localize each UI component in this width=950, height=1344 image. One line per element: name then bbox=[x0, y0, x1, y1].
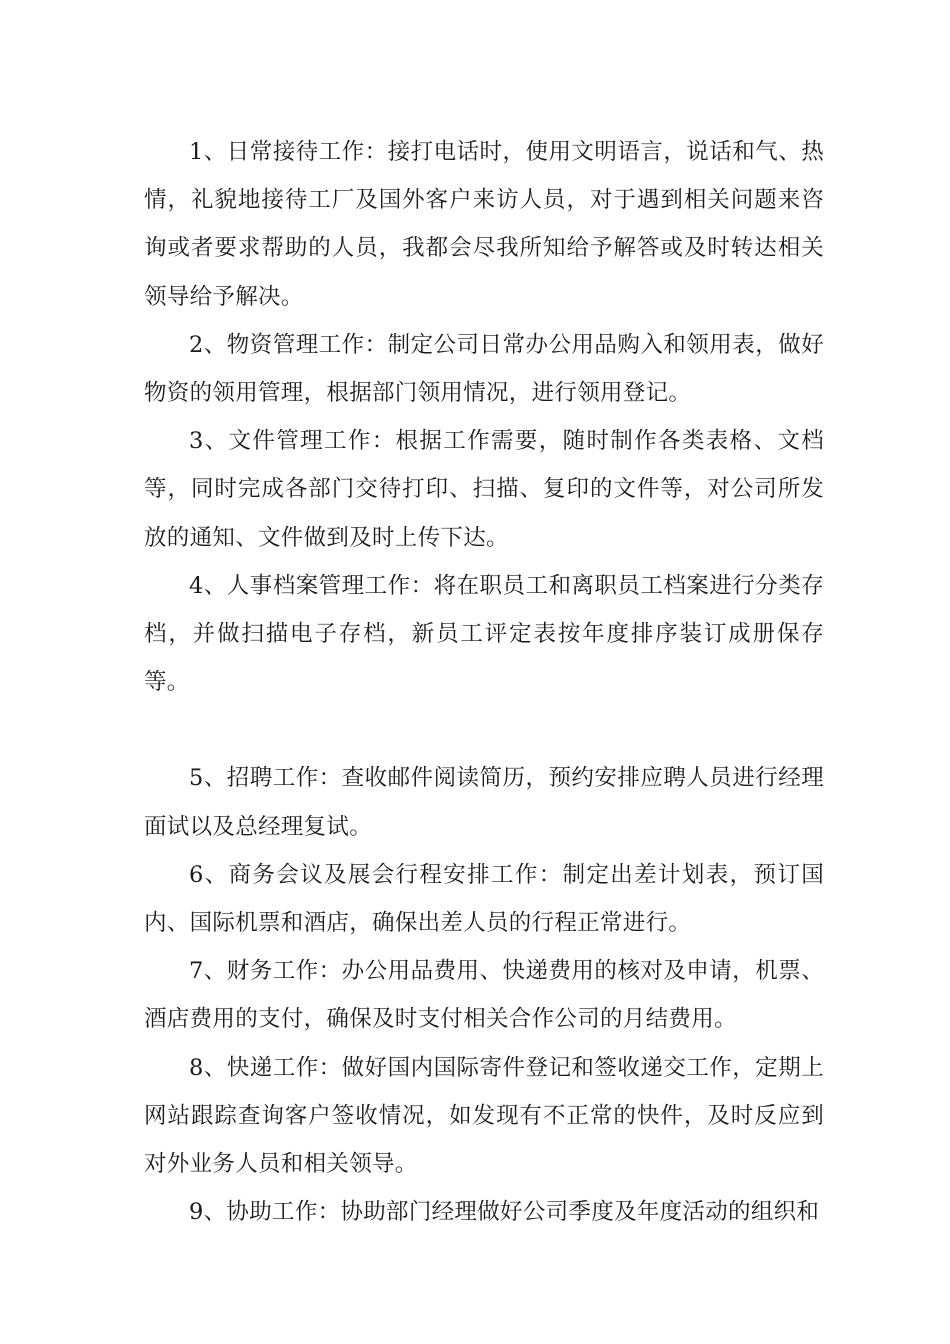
paragraph-personnel-files: 4、人事档案管理工作：将在职员工和离职员工档案进行分类存档，并做扫描电子存档，新员工评定表按年度排序装订成册保存等。 bbox=[144, 572, 824, 696]
paragraph-business-travel: 6、商务会议及展会行程安排工作：制定出差计划表，预订国内、国际机票和酒店，确保出差人员的行程正常进行。 bbox=[144, 861, 824, 937]
paragraph-recruitment: 5、招聘工作：查收邮件阅读简历，预约安排应聘人员进行经理面试以及总经理复试。 bbox=[144, 765, 824, 840]
paragraph-reception: 1、日常接待工作：接打电话时，使用文明语言，说话和气、热情，礼貌地接待工厂及国外客户来访人员，对于遇到相关问题来咨询或者要求帮助的人员，我都会尽我所知给予解答或及时转达相关领导给予解决。 bbox=[144, 139, 824, 310]
paragraph-materials: 2、物资管理工作：制定公司日常办公用品购入和领用表，做好物资的领用管理，根据部门领用情况，进行领用登记。 bbox=[144, 331, 824, 407]
paragraph-express: 8、快递工作：做好国内国际寄件登记和签收递交工作，定期上网站跟踪查询客户签收情况，如发现有不正常的快件，及时反应到对外业务人员和相关领导。 bbox=[144, 1054, 824, 1178]
paragraph-documents: 3、文件管理工作：根据工作需要，随时制作各类表格、文档等，同时完成各部门交待打印、扫描、复印的文件等，对公司所发放的通知、文件做到及时上传下达。 bbox=[144, 428, 824, 551]
paragraph-finance: 7、财务工作：办公用品费用、快递费用的核对及申请，机票、酒店费用的支付，确保及时支付相关合作公司的月结费用。 bbox=[144, 958, 824, 1033]
document-body bbox=[144, 128, 824, 1236]
paragraph-assistance: 9、协助工作：协助部门经理做好公司季度及年度活动的组织和 bbox=[189, 1199, 820, 1226]
